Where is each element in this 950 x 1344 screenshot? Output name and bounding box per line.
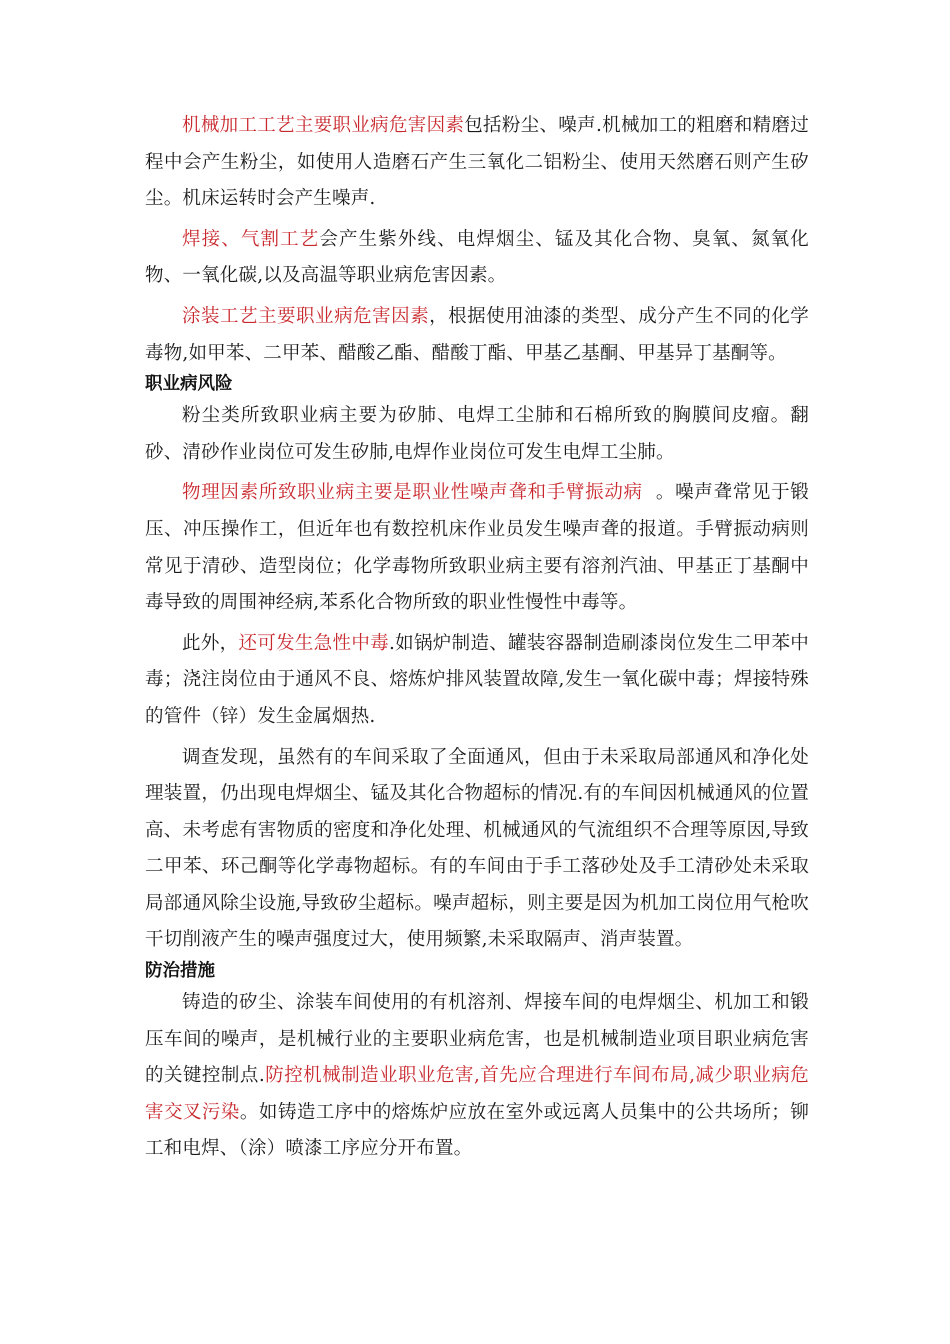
paragraph-investigation — [145, 740, 809, 960]
paragraph-text: 粉尘类所致职业病主要为矽肺、电焊工尘肺和石棉所致的胸膜间皮瘤。翻砂、清砂作业岗位可发生矽肺,电焊作业岗位可发生电焊工尘肺。 — [145, 405, 809, 463]
paragraph-text: 此外， — [182, 632, 239, 654]
paragraph-text: 调查发现，虽然有的车间采取了全面通风，但由于未采取局部通风和净化处理装置，仍出现电焊烟尘、锰及其化合物超标的情况.有的车间因机械通风的位置高、未考虑有害物质的密度和净化处理、机械通风的气流组织不合理等原因,导致二甲苯、环己酮等化学毒物超标。有的车间由于手工落砂处及手工清砂处未采取局部通风除尘设施,导致矽尘超标。噪声超标，则主要是因为机加工岗位用气枪吹干切削液产生的噪声强度过大，使用频繁,未采取隔声、消声装置。 — [145, 746, 809, 951]
highlight-text: 涂装工艺主要职业病危害因素 — [182, 305, 430, 327]
section-heading-risk: 职业病风险 — [145, 374, 233, 395]
paragraph-prevention — [145, 985, 809, 1168]
section-heading-measures: 防治措施 — [145, 961, 215, 982]
highlight-text: 机械加工工艺主要职业病危害因素 — [182, 115, 465, 136]
highlight-text: 物理因素所致职业病主要是职业性噪声聋和手臂振动病 — [182, 482, 643, 504]
paragraph-text: 会产生紫外线、电焊烟尘、锰及其化合物、臭氧、氮氧化物、一氧化碳,以及高温等职业病危害因素。 — [145, 228, 809, 287]
paragraph-text: 。噪声聋常见于锻压、冲压操作工，但近年也有数控机床作业员发生噪声聋的报道。手臂振动病则常见于清砂、造型岗位；化学毒物所致职业病主要有溶剂汽油、甲基正丁基酮中毒导致的周围神经病,苯系化合物所致的职业性慢性中毒等。 — [145, 482, 809, 614]
paragraph-text: 。如铸造工序中的熔炼炉应放在室外或远离人员集中的公共场所；铆工和电焊、（涂）喷漆工序应分开布置。 — [145, 1101, 809, 1160]
paragraph-machining — [145, 108, 809, 218]
highlight-text: 焊接、气割工艺 — [182, 228, 320, 250]
paragraph-text: ，根据使用油漆的类型、成分产生不同的化学毒物,如甲苯、二甲苯、醋酸乙酯、醋酸丁酯、甲基乙基酮、甲基异丁基酮等。 — [145, 305, 809, 364]
paragraph-physical-factors — [145, 475, 809, 621]
paragraph-welding — [145, 222, 809, 295]
paragraph-coating — [145, 299, 809, 372]
paragraph-text: 铸造的矽尘、涂装车间使用的有机溶剂、焊接车间的电焊烟尘、机加工和锻压车间的噪声，是机械行业的主要职业病危害，也是机械制造业项目职业病危害的关键控制点. — [145, 992, 809, 1087]
paragraph-dust-diseases — [145, 398, 809, 471]
highlight-text: 防控机械制造业职业危害,首先应合理进行车间布局,减少职业病危害交叉污染 — [145, 1065, 810, 1123]
paragraph-text: 包括粉尘、噪声.机械加工的粗磨和精磨过程中会产生粉尘，如使用人造磨石产生三氧化二铝粉尘、使用天然磨石则产生矽尘。机床运转时会产生噪声. — [145, 115, 809, 210]
paragraph-text: .如锅炉制造、罐装容器制造刷漆岗位发生二甲苯中毒；浇注岗位由于通风不良、熔炼炉排风装置故障,发生一氧化碳中毒；焊接特殊的管件（锌）发生金属烟热. — [145, 632, 809, 727]
document-body — [145, 108, 809, 1172]
highlight-text: 还可发生急性中毒 — [238, 632, 389, 654]
paragraph-acute-poisoning — [145, 626, 809, 736]
